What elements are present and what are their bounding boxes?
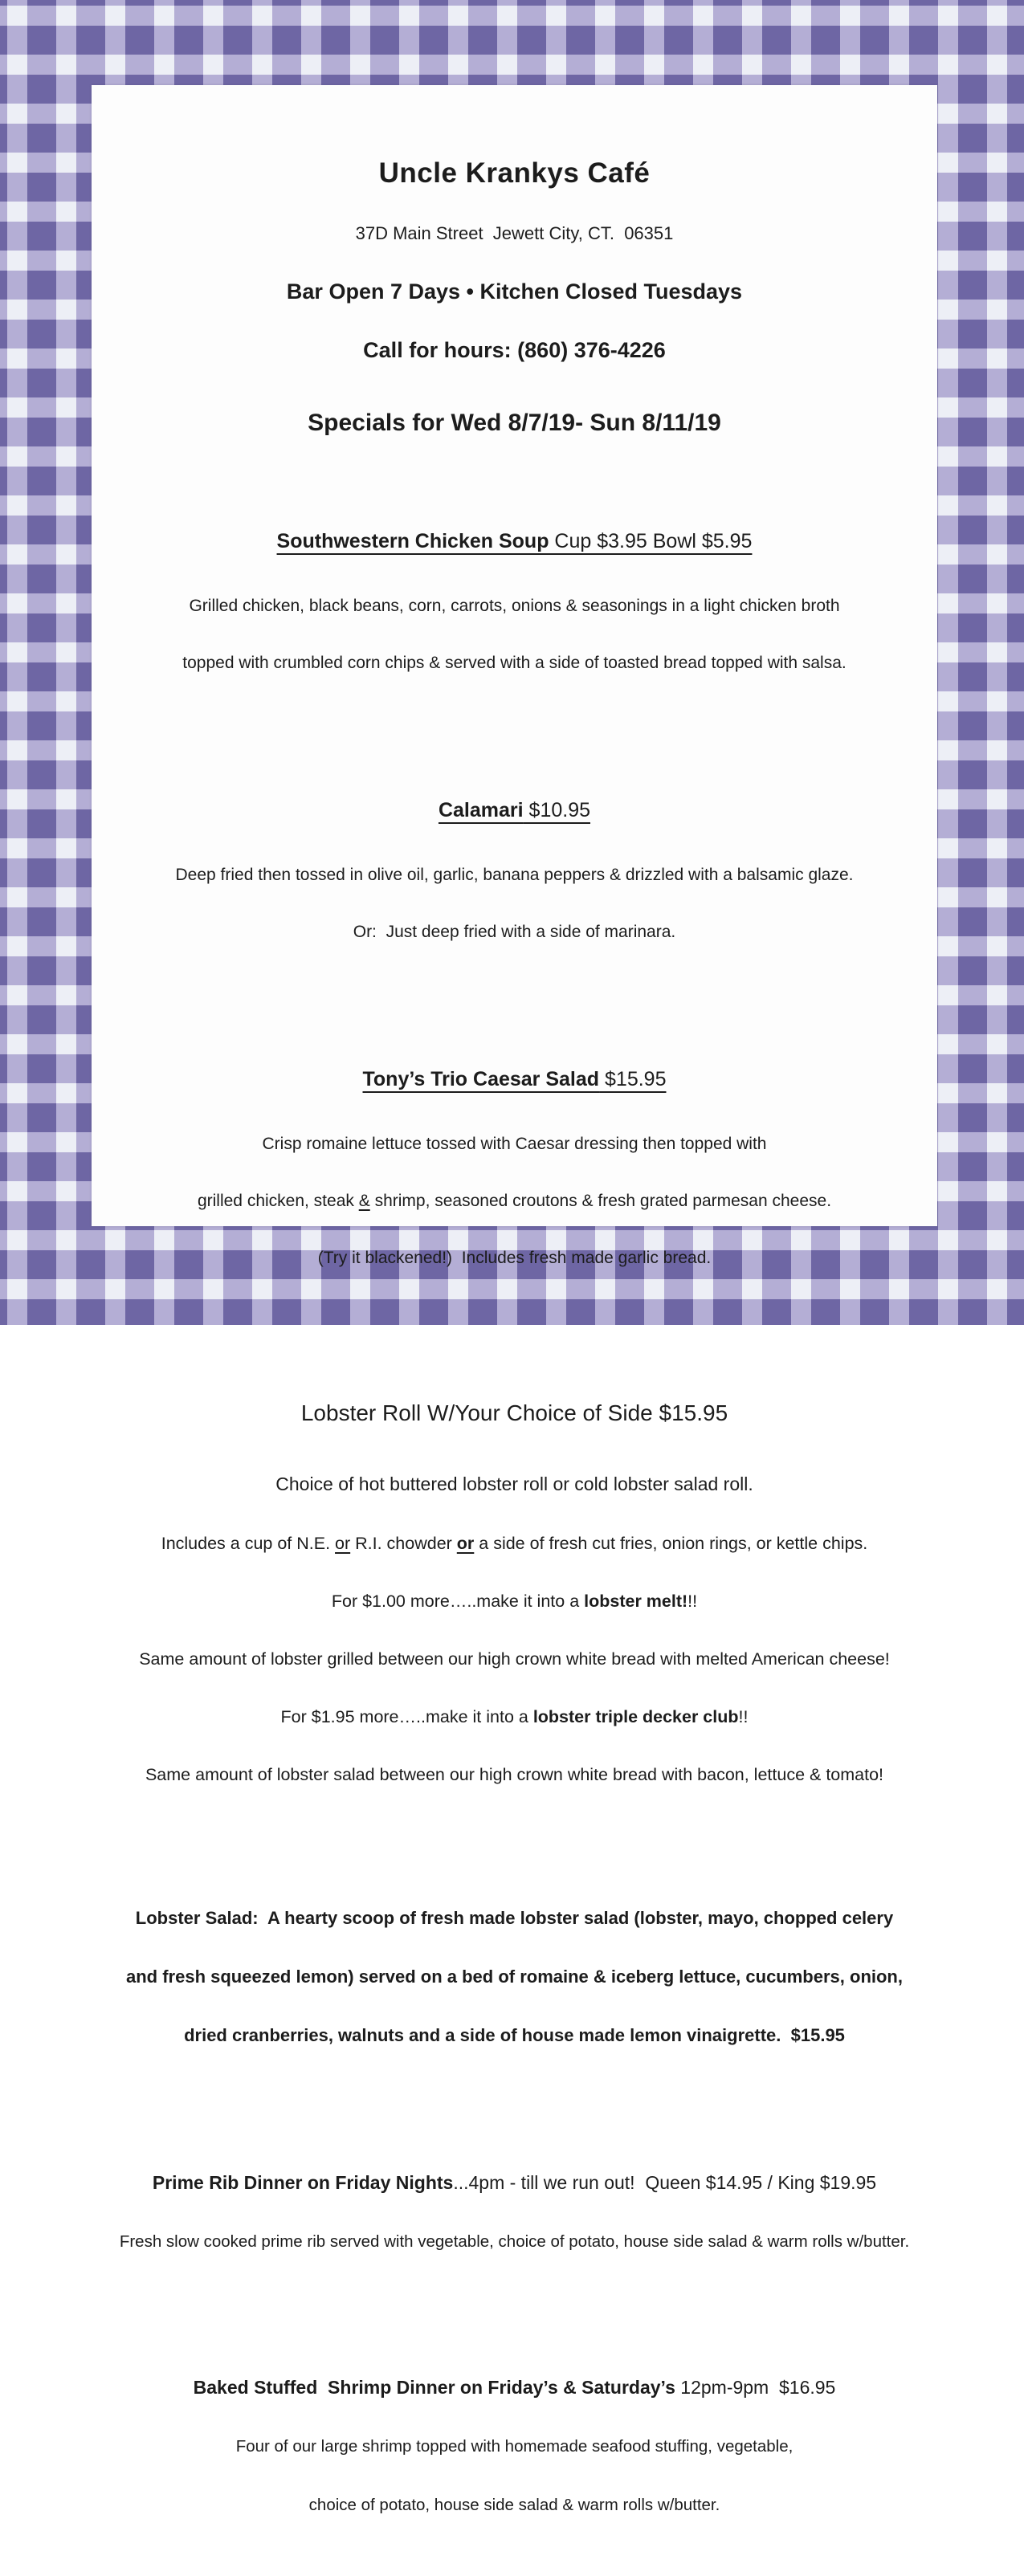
caesar-desc-line: Crisp romaine lettuce tossed with Caesar dressing then topped with xyxy=(262,1135,767,1153)
soup-name: Southwestern Chicken Soup xyxy=(276,530,549,552)
lobster-roll-choice-line: Choice of hot buttered lobster roll or cold lobster salad roll. xyxy=(275,1473,753,1494)
section-shrimp-dinner xyxy=(114,2327,915,2547)
soup-desc-line: Grilled chicken, black beans, corn, carrots, onions & seasonings in a light chicken broth xyxy=(189,597,840,615)
prime-rib-rest: ...4pm - till we run out! Queen $14.95 / King $19.95 xyxy=(453,2172,877,2193)
caesar-heading xyxy=(114,1068,915,1091)
section-lobster-roll xyxy=(114,1344,915,1818)
lobster-club-line xyxy=(114,1702,915,1731)
specials-heading: Specials for Wed 8/7/19- Sun 8/11/19 xyxy=(308,410,721,436)
includes-post: a side of fresh cut fries, onion rings, or kettle chips. xyxy=(474,1534,868,1553)
lobster-melt-line xyxy=(114,1587,915,1616)
caesar-desc-line xyxy=(114,1187,915,1215)
shrimp-dinner-heading xyxy=(114,2374,915,2401)
caesar-name: Tony’s Trio Caesar Salad xyxy=(362,1068,600,1090)
or-bold-underlined: or xyxy=(456,1534,475,1553)
shrimp-dinner-name: Baked Stuffed Shrimp Dinner on Friday’s & Saturday’s xyxy=(193,2377,675,2398)
caesar-desc-line: (Try it blackened!) Includes fresh made garlic bread. xyxy=(317,1249,712,1267)
calamari-heading xyxy=(114,799,915,822)
includes-mid: R.I. chowder xyxy=(350,1534,457,1553)
melt-pre: For $1.00 more…..make it into a xyxy=(331,1592,585,1611)
club-pre: For $1.95 more…..make it into a xyxy=(280,1707,533,1726)
cafe-address: 37D Main Street Jewett City, CT. 06351 xyxy=(355,223,674,243)
shrimp-dinner-desc-line: choice of potato, house side salad & warm rolls w/butter. xyxy=(308,2496,720,2514)
lobster-salad-line: and fresh squeezed lemon) served on a bed of romaine & iceberg lettuce, cucumbers, onion, xyxy=(125,1967,903,1987)
cafe-title: Uncle Krankys Café xyxy=(378,157,651,189)
prime-rib-desc: Fresh slow cooked prime rib served with vegetable, choice of potato, house side salad & warm rolls w/butter. xyxy=(119,2232,910,2251)
calamari-name: Calamari xyxy=(438,799,524,821)
club-post: !! xyxy=(738,1707,749,1726)
shrimp-dinner-desc-line: Four of our large shrimp topped with homemade seafood stuffing, vegetable, xyxy=(235,2437,793,2456)
lobster-club-desc: Same amount of lobster salad between our high crown white bread with bacon, lettuce & tomato! xyxy=(145,1765,884,1784)
caesar-price: $15.95 xyxy=(599,1068,667,1090)
prime-rib-name: Prime Rib Dinner on Friday Nights xyxy=(152,2172,454,2193)
or-underlined: or xyxy=(335,1534,351,1553)
section-calamari xyxy=(114,770,915,975)
calamari-price: $10.95 xyxy=(523,799,591,821)
hours-line: Bar Open 7 Days • Kitchen Closed Tuesdays xyxy=(286,279,743,304)
includes-pre: Includes a cup of N.E. xyxy=(161,1534,336,1553)
lobster-roll-heading: Lobster Roll W/Your Choice of Side $15.95 xyxy=(300,1400,728,1425)
prime-rib-heading xyxy=(114,2169,915,2196)
lobster-roll-includes-line xyxy=(114,1529,915,1558)
caesar-underlined-amp: & xyxy=(358,1192,370,1210)
melt-post: !! xyxy=(687,1592,698,1611)
menu-paper xyxy=(92,85,937,2514)
soup-desc-line: topped with crumbled corn chips & served with a side of toasted bread topped with salsa. xyxy=(182,654,847,672)
section-caesar-salad xyxy=(114,1039,915,1301)
soup-heading xyxy=(114,530,915,553)
phone-line: Call for hours: (860) 376-4226 xyxy=(363,338,666,362)
calamari-desc-line: Deep fried then tossed in olive oil, garlic, banana peppers & drizzled with a balsamic glaze. xyxy=(175,866,854,884)
lobster-salad-line: dried cranberries, walnuts and a side of house made lemon vinaigrette. $15.95 xyxy=(184,2025,845,2045)
caesar-line2-pre: grilled chicken, steak xyxy=(197,1192,359,1210)
soup-price: Cup $3.95 Bowl $5.95 xyxy=(549,530,753,552)
club-bold: lobster triple decker club xyxy=(532,1707,739,1726)
section-soup xyxy=(114,501,915,706)
section-lobster-salad xyxy=(114,1874,915,2079)
calamari-desc-line: Or: Just deep fried with a side of marinara. xyxy=(353,923,676,941)
section-prime-rib xyxy=(114,2122,915,2284)
lobster-melt-desc: Same amount of lobster grilled between our high crown white bread with melted American cheese! xyxy=(139,1649,890,1669)
caesar-line2-post: shrimp, seasoned croutons & fresh grated parmesan cheese. xyxy=(369,1192,832,1210)
melt-bold: lobster melt! xyxy=(584,1592,688,1611)
lobster-salad-line: Lobster Salad: A hearty scoop of fresh made lobster salad (lobster, mayo, chopped celery xyxy=(135,1908,894,1928)
shrimp-dinner-rest: 12pm-9pm $16.95 xyxy=(675,2377,836,2398)
